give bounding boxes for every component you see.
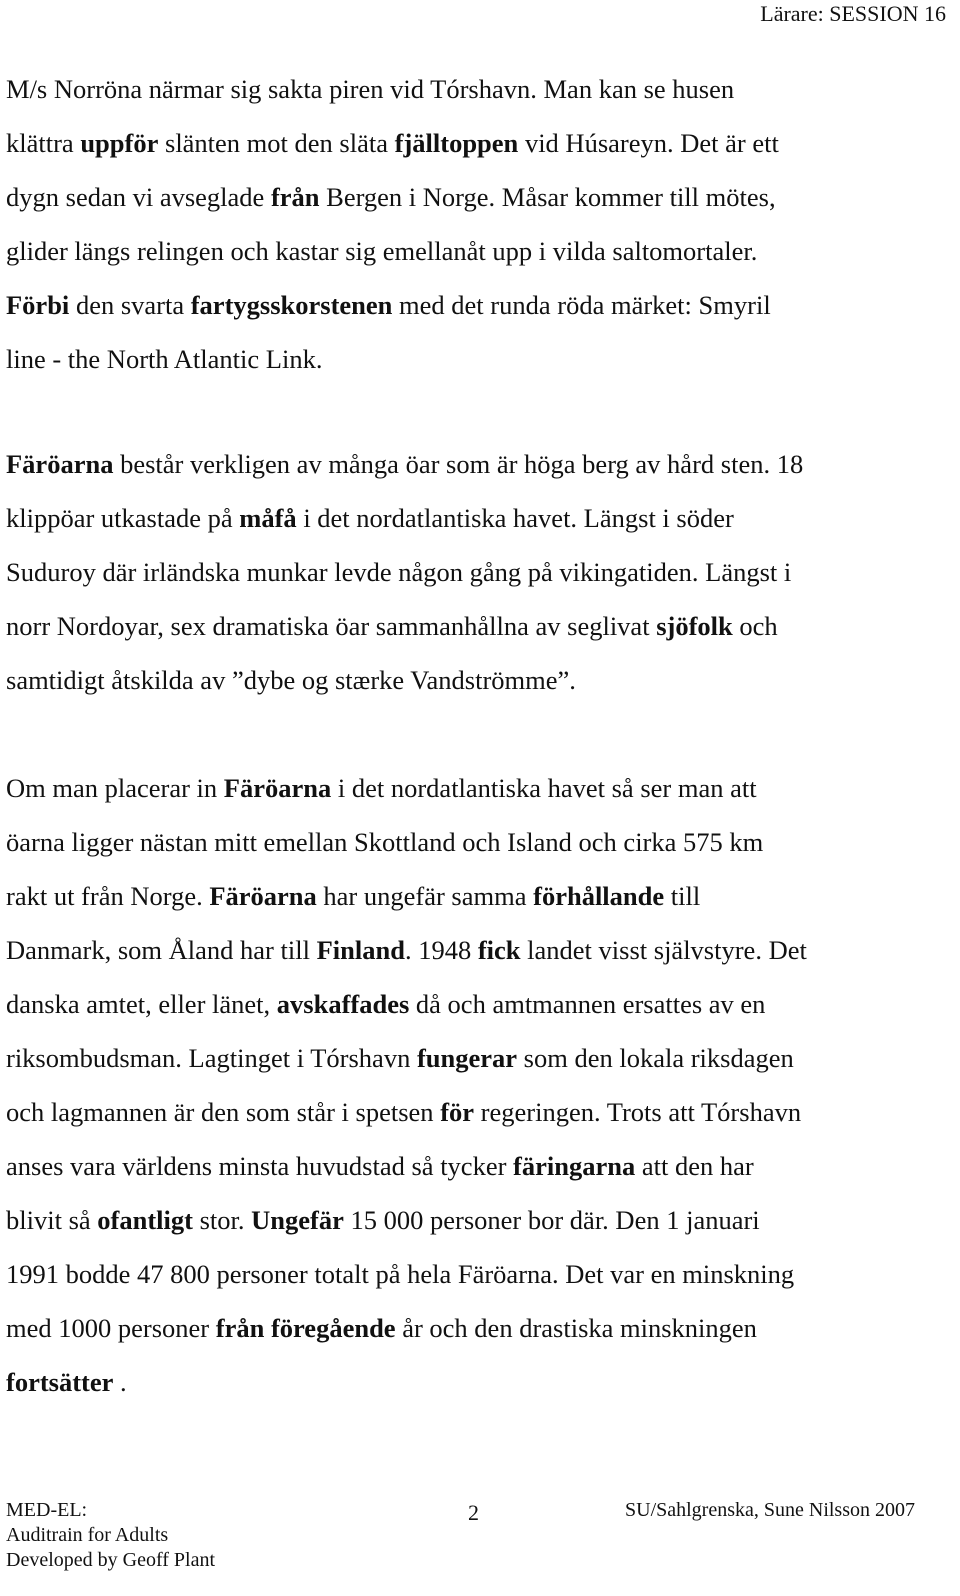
text-run: med det runda röda märket: Smyril (392, 290, 771, 320)
text-line (6, 278, 956, 332)
text-run: blivit så (6, 1205, 98, 1235)
text-run: öarna ligger nästan mitt emellan Skottland och Island och cirka 575 km (6, 827, 764, 857)
text-run: som den lokala riksdagen (517, 1043, 794, 1073)
text-run: samtidigt åtskilda av ”dybe og stærke Vandströmme”. (6, 665, 576, 695)
bold-text: avskaffades (276, 989, 410, 1019)
text-run: med 1000 personer (6, 1313, 216, 1343)
footer-line: Developed by Geoff Plant (6, 1549, 216, 1571)
bold-text: från (270, 182, 320, 212)
footer-line: Auditrain for Adults (6, 1524, 169, 1546)
text-run: 15 000 personer bor där. Den 1 januari (343, 1205, 760, 1235)
text-line (6, 653, 956, 707)
bold-text: måfå (239, 503, 297, 533)
bold-text: fungerar (416, 1043, 518, 1073)
text-line (6, 116, 956, 170)
paragraph (6, 437, 956, 707)
text-run: Om man placerar in (6, 773, 224, 803)
bold-text: Färöarna (209, 881, 317, 911)
text-run: . 1948 (404, 935, 478, 965)
bold-text: fortsätter (6, 1367, 114, 1397)
bold-text: sjöfolk (656, 611, 733, 641)
text-line (6, 1193, 956, 1247)
text-run: norr Nordoyar, sex dramatiska öar sammanhållna av seglivat (6, 611, 657, 641)
bold-text: färingarna (513, 1151, 636, 1181)
text-line (6, 1031, 956, 1085)
bold-text: Färöarna (6, 449, 114, 479)
text-line (6, 1301, 956, 1355)
text-line (6, 491, 956, 545)
text-line (6, 1247, 956, 1301)
text-run: anses vara världens minsta huvudstad så tycker (6, 1151, 514, 1181)
page-header: Lärare: SESSION 16 (760, 1, 946, 26)
text-run: Bergen i Norge. Måsar kommer till mötes, (319, 182, 776, 212)
paragraph (6, 62, 956, 386)
text-run: och (732, 611, 778, 641)
page-number: 2 (468, 1500, 479, 1525)
bold-text: ofantligt (97, 1205, 193, 1235)
text-run: klippöar utkastade på (6, 503, 240, 533)
text-run: då och amtmannen ersattes av en (409, 989, 766, 1019)
text-run: att den har (635, 1151, 754, 1181)
text-run: . (113, 1367, 127, 1397)
text-run: i det nordatlantiska havet så ser man att (331, 773, 757, 803)
text-line (6, 923, 956, 977)
text-line (6, 1139, 956, 1193)
text-run: har ungefär samma (316, 881, 534, 911)
text-line (6, 869, 956, 923)
text-run: Danmark, som Åland har till (6, 935, 317, 965)
text-run: till (664, 881, 701, 911)
footer-credits (6, 1498, 215, 1573)
text-line (6, 62, 956, 116)
text-line (6, 545, 956, 599)
text-run: danska amtet, eller länet, (6, 989, 277, 1019)
text-line (6, 1355, 956, 1409)
text-line (6, 977, 956, 1031)
bold-text: Ungefär (251, 1205, 344, 1235)
bold-text: från föregående (215, 1313, 396, 1343)
text-run: landet visst självstyre. Det (520, 935, 807, 965)
text-run: Suduroy där irländska munkar levde någon gång på vikingatiden. Längst i (6, 557, 792, 587)
text-run: regeringen. Trots att Tórshavn (474, 1097, 802, 1127)
text-run: består verkligen av många öar som är höga berg av hård sten. 18 (113, 449, 804, 479)
text-run: slänten mot den släta (158, 128, 395, 158)
footer-line: MED-EL: (6, 1499, 88, 1521)
bold-text: fick (477, 935, 521, 965)
text-line (6, 599, 956, 653)
bold-text: Finland (316, 935, 405, 965)
text-run: rakt ut från Norge. (6, 881, 210, 911)
text-run: i det nordatlantiska havet. Längst i söder (296, 503, 734, 533)
text-run: glider längs relingen och kastar sig emellanåt upp i vilda saltomortaler. (6, 236, 758, 266)
text-line (6, 761, 956, 815)
text-run: line - the North Atlantic Link. (6, 344, 323, 374)
bold-text: Färöarna (223, 773, 332, 803)
text-run: vid Húsareyn. Det är ett (518, 128, 779, 158)
text-run: riksombudsman. Lagtinget i Tórshavn (6, 1043, 417, 1073)
text-run: den svarta (69, 290, 191, 320)
text-run: klättra (6, 128, 81, 158)
text-line (6, 224, 956, 278)
bold-text: fjälltoppen (394, 128, 519, 158)
bold-text: för (440, 1097, 475, 1127)
text-line (6, 437, 956, 491)
text-line (6, 1085, 956, 1139)
text-run: M/s Norröna närmar sig sakta piren vid Tórshavn. Man kan se husen (6, 74, 735, 104)
text-run: dygn sedan vi avseglade (6, 182, 271, 212)
bold-text: Förbi (6, 290, 70, 320)
text-run: år och den drastiska minskningen (395, 1313, 757, 1343)
text-run: stor. (192, 1205, 252, 1235)
text-line (6, 170, 956, 224)
text-line (6, 332, 956, 386)
bold-text: uppför (80, 128, 159, 158)
bold-text: fartygsskorstenen (190, 290, 393, 320)
bold-text: förhållande (533, 881, 665, 911)
text-run: 1991 bodde 47 800 personer totalt på hela Färöarna. Det var en minskning (6, 1259, 795, 1289)
text-run: och lagmannen är den som står i spetsen (6, 1097, 441, 1127)
text-line (6, 815, 956, 869)
footer-source: SU/Sahlgrenska, Sune Nilsson 2007 (625, 1499, 915, 1521)
paragraph (6, 761, 956, 1409)
